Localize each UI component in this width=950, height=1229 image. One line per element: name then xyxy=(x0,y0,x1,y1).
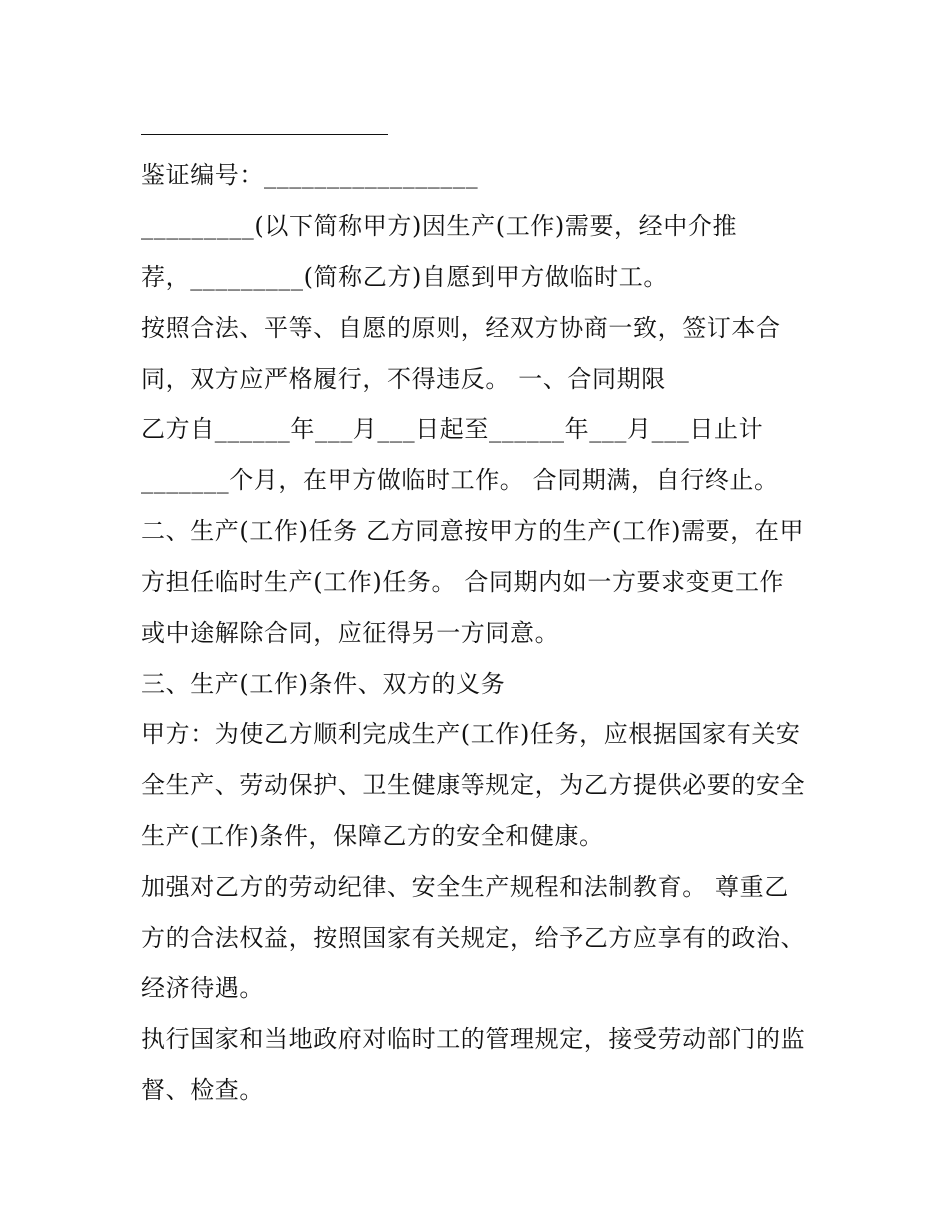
text-line: _________(以下简称甲方)因生产(工作)需要，经中介推 xyxy=(141,212,738,240)
text-line-section-2: 二、生产(工作)任务 乙方同意按甲方的生产(工作)需要，在甲 xyxy=(141,517,805,545)
section-heading-3: 三、生产(工作)条件、双方的义务 xyxy=(141,670,506,698)
text-line: 方的合法权益，按照国家有关规定，给予乙方应享有的政治、 xyxy=(141,924,806,952)
text-line: 督、检查。 xyxy=(141,1076,264,1104)
text-line: _______个月，在甲方做临时工作。 合同期满，自行终止。 xyxy=(141,466,779,494)
top-blank-rule xyxy=(141,134,388,135)
text-line: 乙方自______年___月___日起至______年___月___日止计 xyxy=(141,415,764,443)
text-line: 或中途解除合同，应征得另一方同意。 xyxy=(141,619,560,647)
text-line-certification-number: 鉴证编号：_________________ xyxy=(141,161,479,189)
text-line: 全生产、劳动保护、卫生健康等规定，为乙方提供必要的安全 xyxy=(141,771,806,799)
text-line: 按照合法、平等、自愿的原则，经双方协商一致，签订本合 xyxy=(141,314,781,342)
text-line: 生产(工作)条件，保障乙方的安全和健康。 xyxy=(141,822,604,850)
text-line: 经济待遇。 xyxy=(141,974,264,1002)
text-line: 甲方：为使乙方顺利完成生产(工作)任务，应根据国家有关安 xyxy=(141,720,801,748)
text-line: 方担任临时生产(工作)任务。 合同期内如一方要求变更工作 xyxy=(141,568,785,596)
text-line: 执行国家和当地政府对临时工的管理规定，接受劳动部门的监 xyxy=(141,1025,806,1053)
text-line: 荐，_________(简称乙方)自愿到甲方做临时工。 xyxy=(141,263,668,291)
text-line: 加强对乙方的劳动纪律、安全生产规程和法制教育。 尊重乙 xyxy=(141,873,789,901)
text-line: 同，双方应严格履行，不得违反。 一、合同期限 xyxy=(141,365,666,393)
